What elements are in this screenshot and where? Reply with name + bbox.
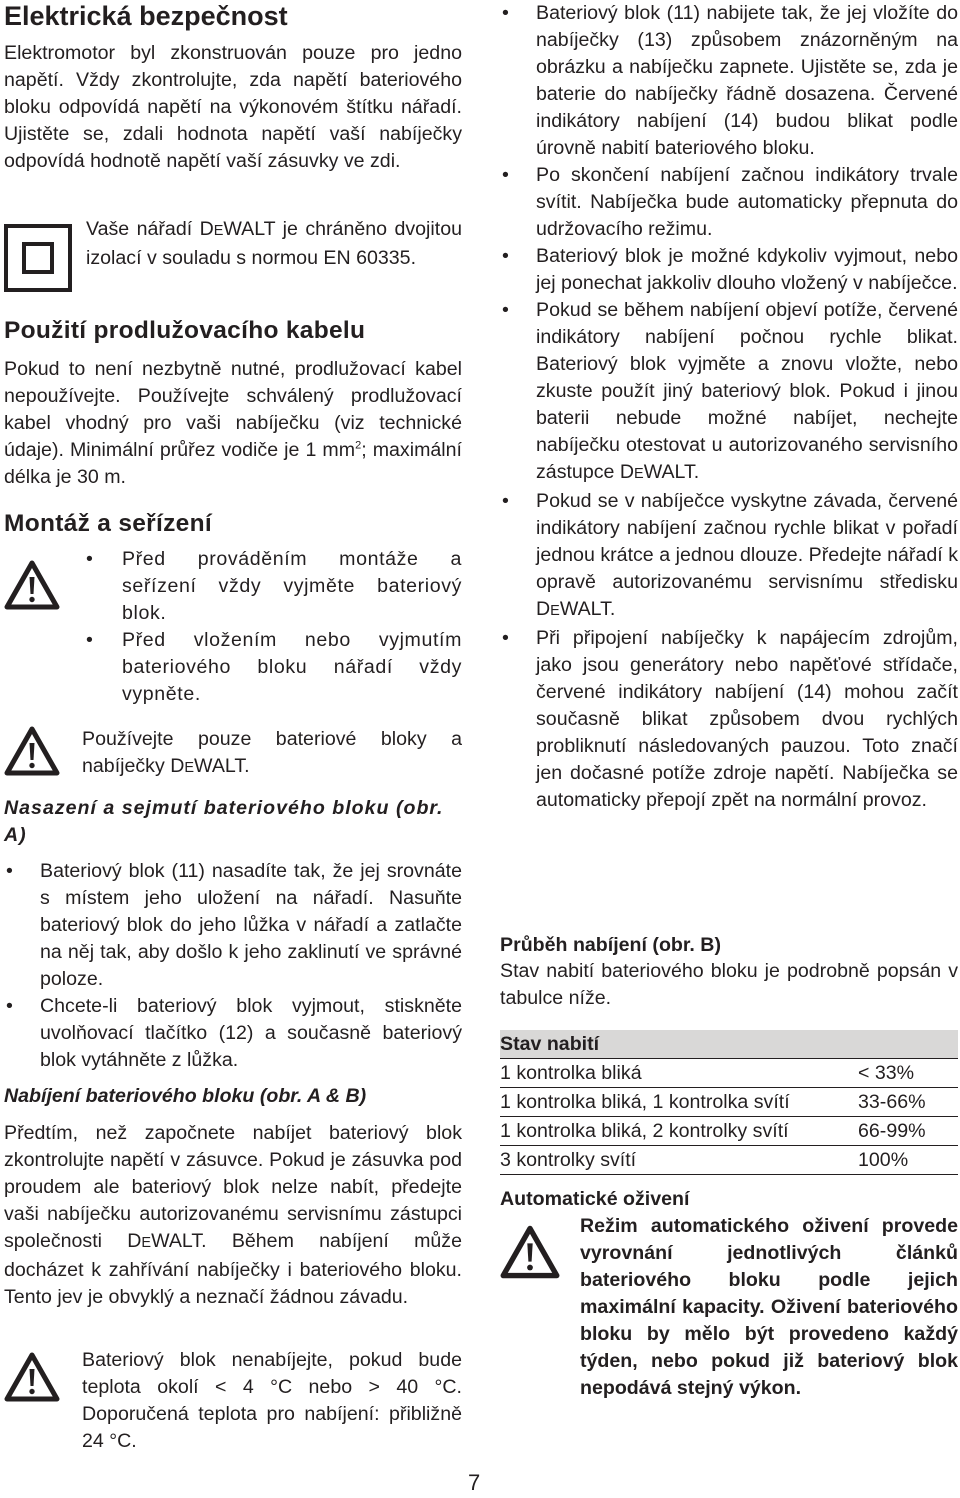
warning-icon — [4, 1352, 60, 1402]
table-cell: < 33% — [858, 1059, 958, 1088]
charging-bullet-list — [500, 0, 958, 814]
assembly-bullet-list — [82, 546, 462, 708]
table-row — [500, 1146, 958, 1175]
charge-progress-heading: Průběh nabíjení (obr. B) — [500, 934, 721, 956]
table-cell: 3 kontrolky svítí — [500, 1146, 858, 1175]
table-row — [500, 1088, 958, 1117]
list-item: • Chcete-li bateriový blok vyjmout, stiskněte uvolňovací tlačítko (12) a současně bateriový blok vytáhněte z lůžka. — [4, 993, 462, 1074]
table-cell: 1 kontrolka bliká, 2 kontrolky svítí — [500, 1117, 858, 1146]
list-item: • Bateriový blok je možné kdykoliv vyjmout, nebo jej ponechat jakkoliv dlouho vložený v nabíječce. — [500, 243, 958, 297]
double-insulation-text: Vaše nářadí DEWALT je chráněno dvojitou izolací v souladu s normou EN 60335. — [86, 218, 462, 269]
auto-refresh-text: Režim automatického oživení provede vyrovnání jednotlivých článků bateriového bloku podle jejich maximální kapacity. Oživení bateriového bloku by mělo být provedeno každý týden, nebo pokud již bateriový blok nepodává stejný výkon. — [580, 1215, 958, 1399]
insert-remove-heading: Nasazení a sejmutí bateriového bloku (obr. A) — [4, 797, 444, 846]
extension-cord-heading: Použití prodlužovacího kabelu — [4, 317, 366, 344]
assembly-heading: Montáž a seřízení — [4, 510, 212, 537]
table-cell: 1 kontrolka bliká — [500, 1059, 858, 1088]
table-row — [500, 1117, 958, 1146]
genuine-batteries-warning: Používejte pouze bateriové bloky a nabíječky DEWALT. — [82, 728, 462, 777]
electrical-safety-text: Elektromotor byl zkonstruován pouze pro jedno napětí. Vždy zkontrolujte, zda napětí bateriového bloku odpovídá napětí na výkonovém štítku nářadí. Ujistěte se, zdali hodnota napětí vaší nabíječky odpovídá hodnotě napětí vaší zásuvky ve zdi. — [4, 42, 462, 172]
table-cell: 1 kontrolka bliká, 1 kontrolka svítí — [500, 1088, 858, 1117]
list-item: • Pokud se v nabíječce vyskytne závada, červené indikátory nabíjení začnou rychle blikat v pořadí jednou krátce a jednou dlouze. Předejte nářadí k opravě autorizovanému servisnímu středisku DEWALT. — [500, 488, 958, 625]
warning-icon — [4, 560, 60, 610]
table-cell: 33-66% — [858, 1088, 958, 1117]
page-number: 7 — [468, 1470, 481, 1495]
extension-cord-text: Pokud to není nezbytně nutné, prodlužovací kabel nepoužívejte. Používejte schválený prodlužovací kabel vhodný pro vaši nabíječku (viz technické údaje). Minimální průřez vodiče je 1 $mm^2$; maximální délka je 30 m. — [4, 358, 462, 488]
list-item: • Bateriový blok (11) nasadíte tak, že jej srovnáte s místem jeho uložení na nářadí. Nasuňte bateriový blok do jeho lůžka v nářadí a zatlačte na něj tak, aby došlo k jeho zaklinutí ve správné poloze. — [4, 858, 462, 993]
charging-heading: Nabíjení bateriového bloku (obr. A & B) — [4, 1085, 367, 1107]
temperature-warning: Bateriový blok nenabíjejte, pokud bude teplota okolí < 4 °C nebo > 40 °C. Doporučená teplota pro nabíjení: přibližně 24 °C. — [82, 1349, 462, 1452]
list-item: • Po skončení nabíjení začnou indikátory trvale svítit. Nabíječka bude automaticky přepnuta do udržovacího režimu. — [500, 162, 958, 243]
charge-status-table — [500, 1030, 958, 1175]
charge-progress-text: Stav nabití bateriového bloku je podrobně popsán v tabulce níže. — [500, 960, 958, 1009]
warning-icon — [4, 726, 60, 776]
charging-text: Předtím, než započnete nabíjet bateriový blok zkontrolujte napětí v zásuvce. Pokud je zásuvka pod proudem ale bateriový blok nelze nabít, předejte vaši nabíječku autorizovanému servisnímu zástupci společnosti DEWALT. Během nabíjení může docházet k zahřívání nabíječky i bateriového bloku. Tento jev je obvyklý a neznačí žádnou závadu. — [4, 1122, 462, 1308]
warning-icon — [500, 1225, 560, 1279]
table-row — [500, 1059, 958, 1088]
table-cell: 66-99% — [858, 1117, 958, 1146]
list-item: • Při připojení nabíječky k napájecím zdrojům, jako jsou generátory nebo napěťové střídače, červené indikátory nabíjení (14) mohou začít současně blikat způsobem dvou rychlých probliknutí následovaných pauzou. Toto značí jen dočasné potíže zdroje napětí. Nabíječka se automaticky přepojí zpět na normální provoz. — [500, 625, 958, 814]
double-insulation-icon — [4, 224, 72, 292]
electrical-safety-heading: Elektrická bezpečnost — [4, 1, 288, 31]
table-header: Stav nabití — [500, 1030, 958, 1059]
auto-refresh-heading: Automatické oživení — [500, 1188, 690, 1210]
table-cell: 100% — [858, 1146, 958, 1175]
list-item: • Před vložením nebo vyjmutím bateriového bloku nářadí vždy vypněte. — [82, 627, 462, 708]
insert-remove-bullet-list — [4, 858, 462, 1074]
list-item: • Před prováděním montáže a seřízení vždy vyjměte bateriový blok. — [82, 546, 462, 627]
list-item: • Pokud se během nabíjení objeví potíže, červené indikátory nabíjení počnou rychle blikat. Bateriový blok vyjměte a znovu vložte, nebo zkuste použít jiný bateriový blok. Pokud i jinou baterii nebude možné nabíjet, nechejte nabíječku otestovat u autorizovaného servisního zástupce DEWALT. — [500, 297, 958, 488]
table-header-row — [500, 1030, 958, 1059]
list-item: • Bateriový blok (11) nabijete tak, že jej vložíte do nabíječky (13) způsobem znázorněným na obrázku a nabíječku zapnete. Ujistěte se, zda je baterie do nabíječky řádně dosazena. Červené indikátory nabíjení (14) budou blikat podle úrovně nabití bateriového bloku. — [500, 0, 958, 162]
